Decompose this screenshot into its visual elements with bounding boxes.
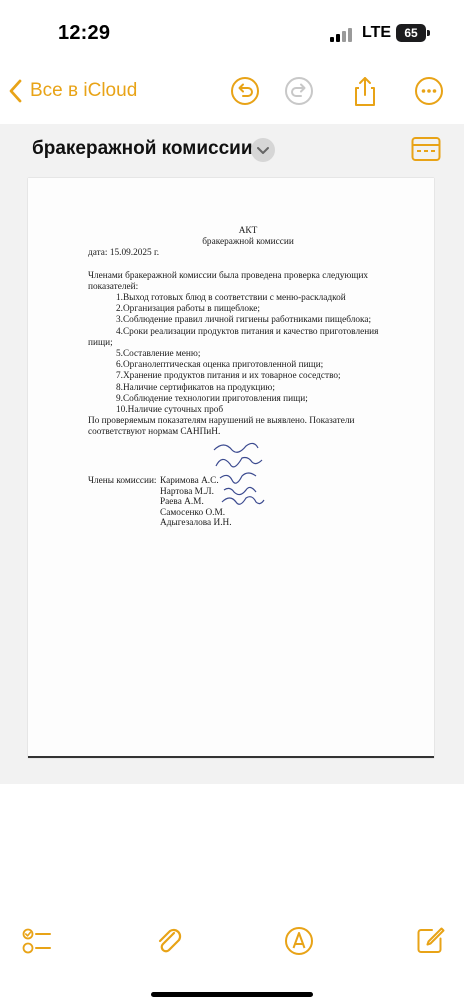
network-label: LTE [362, 24, 392, 41]
status-time: 12:29 [58, 22, 111, 44]
document-area [0, 124, 464, 784]
markup-icon[interactable] [282, 924, 316, 958]
member-name: Нартова М.Л. [160, 486, 214, 497]
undo-icon[interactable] [228, 74, 262, 108]
scan-item: 10.Наличие суточных проб [116, 405, 224, 416]
scan-intro-line: Членами бракеражной комиссии была проведена проверка следующих [88, 270, 369, 281]
checklist-icon[interactable] [20, 924, 54, 958]
member-name: Самосенко О.М. [160, 507, 226, 518]
scan-text-block [88, 226, 408, 439]
redo-icon[interactable] [282, 74, 316, 108]
scan-item: 6.Органолептическая оценка приготовленной пищи; [116, 360, 324, 371]
scan-heading: АКТ [238, 226, 258, 236]
battery-icon: 65 [396, 24, 426, 42]
share-icon[interactable] [348, 74, 382, 108]
scan-item: 2.Организация работы в пищеблоке; [116, 304, 260, 315]
scan-item: 8.Наличие сертификатов на продукцию; [116, 382, 275, 393]
scan-item: 7.Хранение продуктов питания и их товарное соседство; [116, 371, 341, 382]
compose-icon[interactable] [414, 924, 448, 958]
members-label: Члены комиссии: [88, 476, 157, 486]
scan-item: пищи; [88, 337, 113, 348]
more-icon[interactable] [412, 74, 446, 108]
back-label: Все в iCloud [30, 80, 138, 101]
scan-conclusion: По проверяемым показателям нарушений не выявлено. Показатели [88, 416, 355, 427]
member-name: Каримова А.С. [160, 476, 219, 486]
battery-tip [427, 30, 430, 36]
signal-icon [330, 28, 354, 42]
scan-subheading: бракеражной комиссии [202, 237, 294, 248]
back-button[interactable] [8, 74, 137, 108]
scan-item: 1.Выход готовых блюд в соответствии с меню-раскладкой [116, 293, 346, 304]
signature-scribbles [206, 436, 278, 516]
scan-item: 3.Соблюдение правил личной гигиены работниками пищеблока; [116, 315, 372, 326]
attachment-icon[interactable] [152, 924, 186, 958]
scan-date: дата: 15.09.2025 г. [88, 248, 160, 259]
member-name: Адыгезалова И.Н. [160, 518, 232, 529]
scan-item: 9.Соблюдение технологии приготовления пищи; [116, 393, 308, 404]
scan-item: 5.Составление меню; [116, 349, 201, 360]
scan-item: 4.Сроки реализации продуктов питания и качество приготовления [116, 326, 379, 337]
document-header [0, 124, 464, 176]
document-title[interactable]: бракеражной комиссии [32, 138, 253, 159]
scan-conclusion: соответствуют нормам САНПиН. [88, 427, 221, 438]
chevron-down-icon[interactable] [251, 138, 275, 162]
scan-intro-line: показателей: [88, 281, 139, 292]
nav-bar [0, 64, 464, 120]
chevron-left-icon [8, 79, 22, 103]
scanned-page[interactable] [28, 178, 434, 758]
scan-view-icon[interactable] [411, 136, 441, 162]
member-name: Раева А.М. [160, 497, 204, 508]
bottom-toolbar [0, 920, 464, 966]
status-bar [0, 0, 464, 64]
home-indicator[interactable] [151, 992, 313, 997]
